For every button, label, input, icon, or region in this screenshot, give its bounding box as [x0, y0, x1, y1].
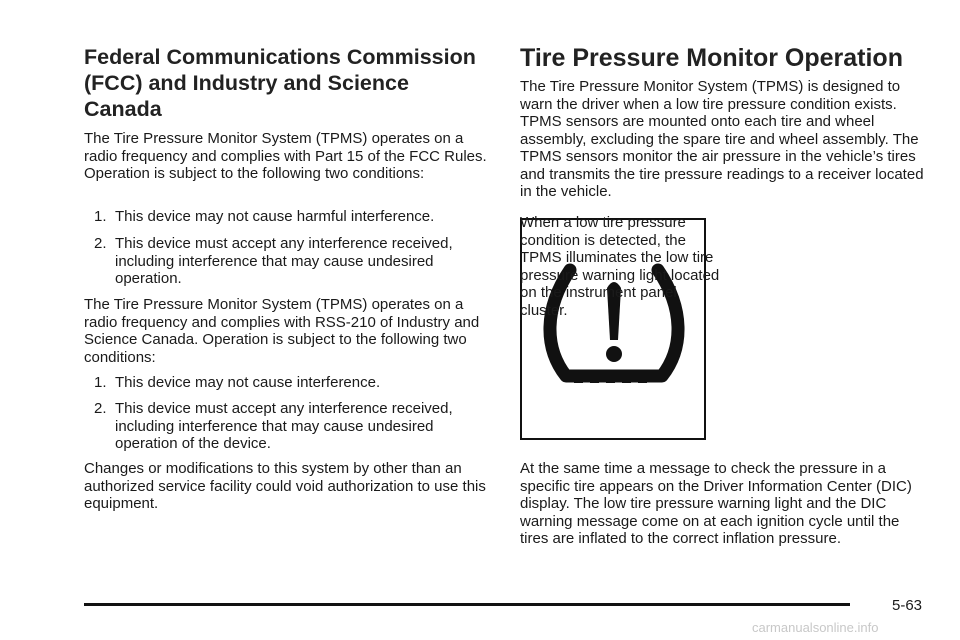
fcc-heading: Federal Communications Commission (FCC) and Industry and Science Canada: [84, 45, 476, 121]
footer-rule: [84, 603, 850, 606]
watermark: carmanualsonline.info: [752, 620, 879, 635]
tpms-paragraph-1: The Tire Pressure Monitor System (TPMS) is designed to warn the driver when a low tire pressure condition exists. TPMS sensors are mounted onto each tire and wheel assembly, excluding the spare tire and wheel assembly. The TPMS sensors monitor the air pressure in the vehicle’s tires and transmits the tire pressure readings to a receiver located in the vehicle.: [520, 78, 924, 200]
figure-description: When a low tire pressure condition is detected, the TPMS illuminates the low tire pressure warning light located on the instrument panel cluster.: [520, 214, 720, 319]
tpms-heading: Tire Pressure Monitor Operation: [520, 44, 903, 72]
tpms-paragraph-2: At the same time a message to check the pressure in a specific tire appears on the Driver Information Center (DIC) display. The low tire pressure warning light and the DIC warning message come on at each ignition cycle until the tires are inflated to the correct inflation pressure.: [520, 460, 912, 547]
fcc-paragraph-1: The Tire Pressure Monitor System (TPMS) operates on a radio frequency and complies with Part 15 of the FCC Rules. Operation is subject to the following two conditions:: [84, 130, 487, 182]
fcc-paragraph-2: The Tire Pressure Monitor System (TPMS) operates on a radio frequency and complies with RSS-210 of Industry and Science Canada. Operation is subject to the following two conditions:: [84, 296, 480, 366]
fcc-paragraph-3: Changes or modifications to this system by other than an authorized service facility could void authorization to use this equipment.: [84, 460, 486, 512]
page-number: 5-63: [892, 597, 923, 614]
